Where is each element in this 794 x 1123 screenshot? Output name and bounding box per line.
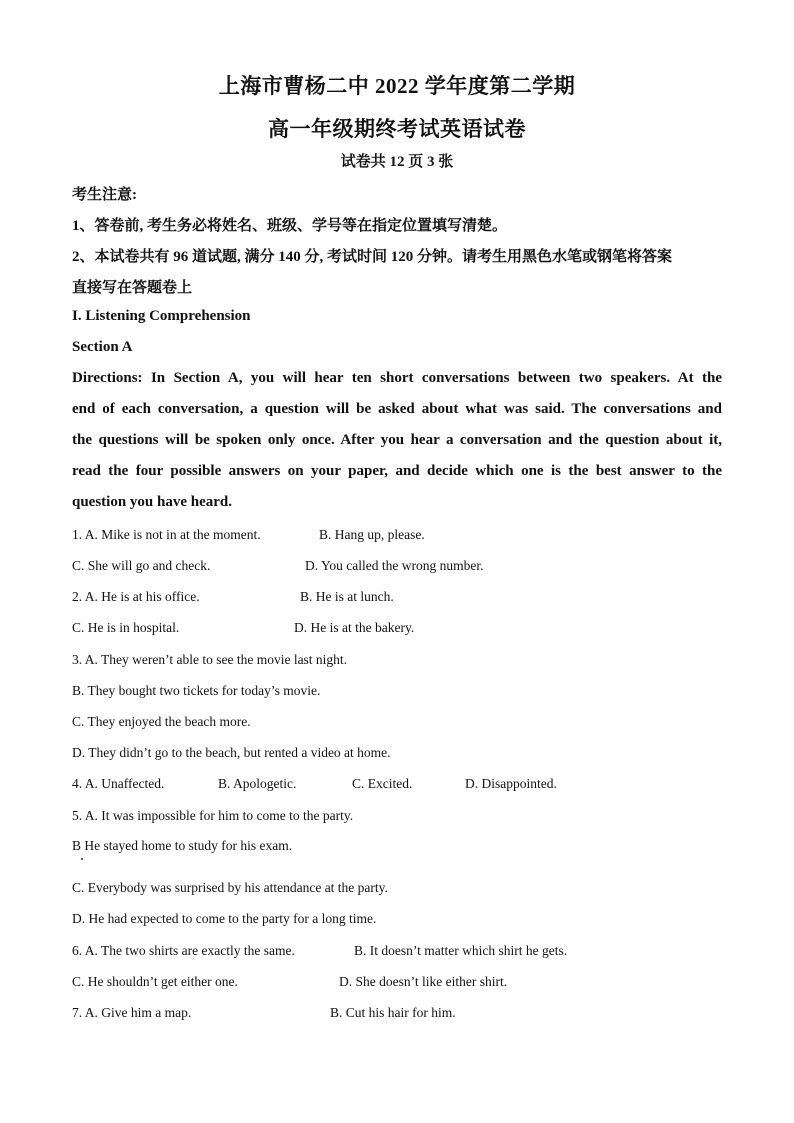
directions-line: the questions will be spoken only once. After you hear a conversation and the question about it, [72,432,722,448]
pages-info: 试卷共 12 页 3 张 [340,154,454,170]
notice-item-2-line-1: 2、本试卷共有 96 道试题, 满分 140 分, 考试时间 120 分钟。请考生用黑色水笔或钢笔将答案 [72,249,673,265]
directions-line: Directions: In Section A, you will hear ten short conversations between two speakers. At the [72,370,722,386]
q4-option-c: C. Excited. [352,776,413,791]
q1-option-b: B. Hang up, please. [319,527,425,542]
q1-option-a: 1. A. Mike is not in at the moment. [72,527,261,542]
q5-option-a: 5. A. It was impossible for him to come to the party. [72,808,354,823]
q5-option-d: D. He had expected to come to the party for a long time. [72,911,377,926]
notice-item-1: 1、答卷前, 考生务必将姓名、班级、学号等在指定位置填写清楚。 [72,218,508,234]
q4-option-d: D. Disappointed. [465,776,557,791]
school-title: 上海市曹杨二中 2022 学年度第二学期 [218,74,576,98]
q1-option-d: D. You called the wrong number. [305,558,484,573]
q2-option-d: D. He is at the bakery. [294,620,415,635]
q3-option-c: C. They enjoyed the beach more. [72,714,251,729]
q7-option-a: 7. A. Give him a map. [72,1005,192,1020]
q3-option-d: D. They didn’t go to the beach, but rented a video at home. [72,745,391,760]
q5-option-c: C. Everybody was surprised by his attendance at the party. [72,880,388,895]
q4-option-b: B. Apologetic. [218,776,297,791]
q5-option-b: B He stayed home to study for his exam. [72,838,293,853]
q4-option-a: 4. A. Unaffected. [72,776,165,791]
directions-line: read the four possible answers on your paper, and decide which one is the best answer to the [72,463,722,479]
q2-option-c: C. He is in hospital. [72,620,180,635]
q6-option-a: 6. A. The two shirts are exactly the same. [72,943,295,958]
section-title: Section A [72,339,133,355]
part-title: I. Listening Comprehension [72,308,251,324]
q6-option-b: B. It doesn’t matter which shirt he gets. [354,943,568,958]
q6-option-d: D. She doesn’t like either shirt. [339,974,508,989]
q3-option-b: B. They bought two tickets for today’s movie. [72,683,321,698]
exam-title: 高一年级期终考试英语试卷 [268,117,526,141]
q1-option-c: C. She will go and check. [72,558,211,573]
notice-heading: 考生注意: [72,187,137,203]
notice-item-2-line-2: 直接写在答题卷上 [72,280,193,296]
q2-option-b: B. He is at lunch. [300,589,394,604]
directions-line: question you have heard. [72,494,233,510]
q2-option-a: 2. A. He is at his office. [72,589,200,604]
q6-option-c: C. He shouldn’t get either one. [72,974,238,989]
q7-option-b: B. Cut his hair for him. [330,1005,456,1020]
q3-option-a: 3. A. They weren’t able to see the movie last night. [72,652,348,667]
stray-dot [81,858,83,860]
directions-line: end of each conversation, a question will be asked about what was said. The conversations and [72,401,722,417]
